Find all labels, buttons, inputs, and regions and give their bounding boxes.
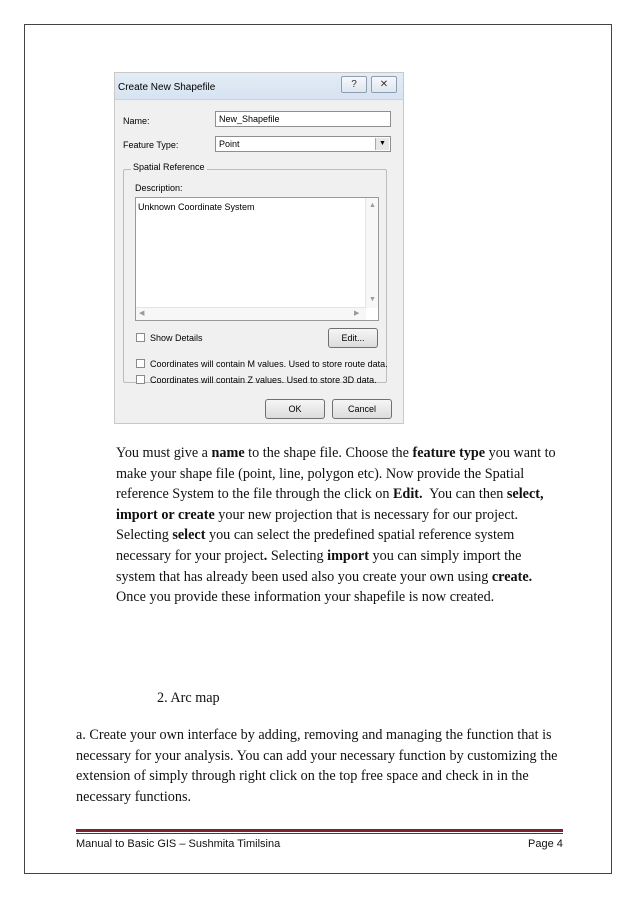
help-button[interactable] <box>341 76 367 93</box>
z-values-checkbox[interactable] <box>136 375 145 384</box>
spatial-reference-legend: Spatial Reference <box>133 162 205 172</box>
instruction-paragraph <box>116 443 562 608</box>
bold-term-select-import-create: select, import or create <box>116 486 544 523</box>
name-label: Name: <box>123 116 150 126</box>
z-values-label: Coordinates will contain Z values. Used to store 3D data. <box>150 375 377 385</box>
text-run: you want to make your shape file (point, line, polygon etc). Now provide the Spatial reference System to the file through the click on <box>116 445 556 503</box>
text-run: to the shape file. Choose the <box>244 445 413 461</box>
ok-button[interactable]: OK <box>265 399 325 419</box>
text-run: You must give a <box>116 445 212 461</box>
description-textarea[interactable] <box>135 197 379 321</box>
dialog-title: Create New Shapefile <box>118 82 216 93</box>
scroll-left-icon[interactable]: ◀ <box>139 310 145 317</box>
text-run: You can then <box>422 486 507 503</box>
page-number: Page 4 <box>528 838 563 850</box>
dialog-titlebar <box>115 73 403 100</box>
text-run: Selecting <box>267 547 328 564</box>
bold-term-name: name <box>211 445 245 461</box>
close-button[interactable] <box>371 76 397 93</box>
chevron-down-icon[interactable]: ▼ <box>375 138 389 150</box>
text-run: your new projection that is necessary for our project. Selecting <box>116 506 519 544</box>
bold-term-edit: Edit. <box>392 486 423 503</box>
text-run: you can simply import the system that has already been used also you create your own using <box>116 547 522 585</box>
scroll-right-icon[interactable]: ▶ <box>354 310 360 317</box>
bold-term-feature-type: feature type <box>412 445 486 461</box>
show-details-label: Show Details <box>150 333 203 343</box>
m-values-checkbox[interactable] <box>136 359 145 368</box>
bold-term-create: create. <box>491 568 533 585</box>
feature-type-value: Point <box>219 139 240 149</box>
feature-type-select[interactable] <box>215 136 391 152</box>
section-heading: 2. Arc map <box>157 690 220 706</box>
feature-type-label: Feature Type: <box>123 140 179 150</box>
text-run: Once you provide these information your shapefile is now created. <box>116 589 495 606</box>
close-icon: ✕ <box>379 79 389 90</box>
bold-term-import: import <box>327 547 369 564</box>
scroll-up-icon[interactable]: ▲ <box>369 202 376 209</box>
description-label: Description: <box>135 183 183 193</box>
bold-term-select: select <box>172 527 206 544</box>
footer-divider-thin <box>76 833 563 834</box>
m-values-label: Coordinates will contain M values. Used to store route data. <box>150 359 388 369</box>
text-run: you can select the predefined spatial reference system necessary for your project <box>116 527 515 564</box>
footer-title: Manual to Basic GIS – Sushmita Timilsina <box>76 838 281 850</box>
horizontal-scrollbar[interactable] <box>136 307 366 320</box>
edit-button[interactable]: Edit... <box>328 328 378 348</box>
description-value: Unknown Coordinate System <box>138 202 255 212</box>
create-new-shapefile-dialog <box>114 72 404 424</box>
name-input-value: New_Shapefile <box>219 114 280 124</box>
arcmap-paragraph: a. Create your own interface by adding, removing and managing the function that is necessary for your analysis. You can add your necessary function by customizing the extension of simply through right click on the top free space and check in in the necessary functions. <box>76 727 558 805</box>
cancel-button[interactable]: Cancel <box>332 399 392 419</box>
bold-period: . <box>263 547 268 564</box>
vertical-scrollbar[interactable] <box>365 198 378 308</box>
name-input[interactable] <box>215 111 391 127</box>
scroll-down-icon[interactable]: ▼ <box>369 296 376 303</box>
footer-divider <box>76 829 563 832</box>
show-details-checkbox[interactable] <box>136 333 145 342</box>
help-icon: ? <box>351 79 357 90</box>
